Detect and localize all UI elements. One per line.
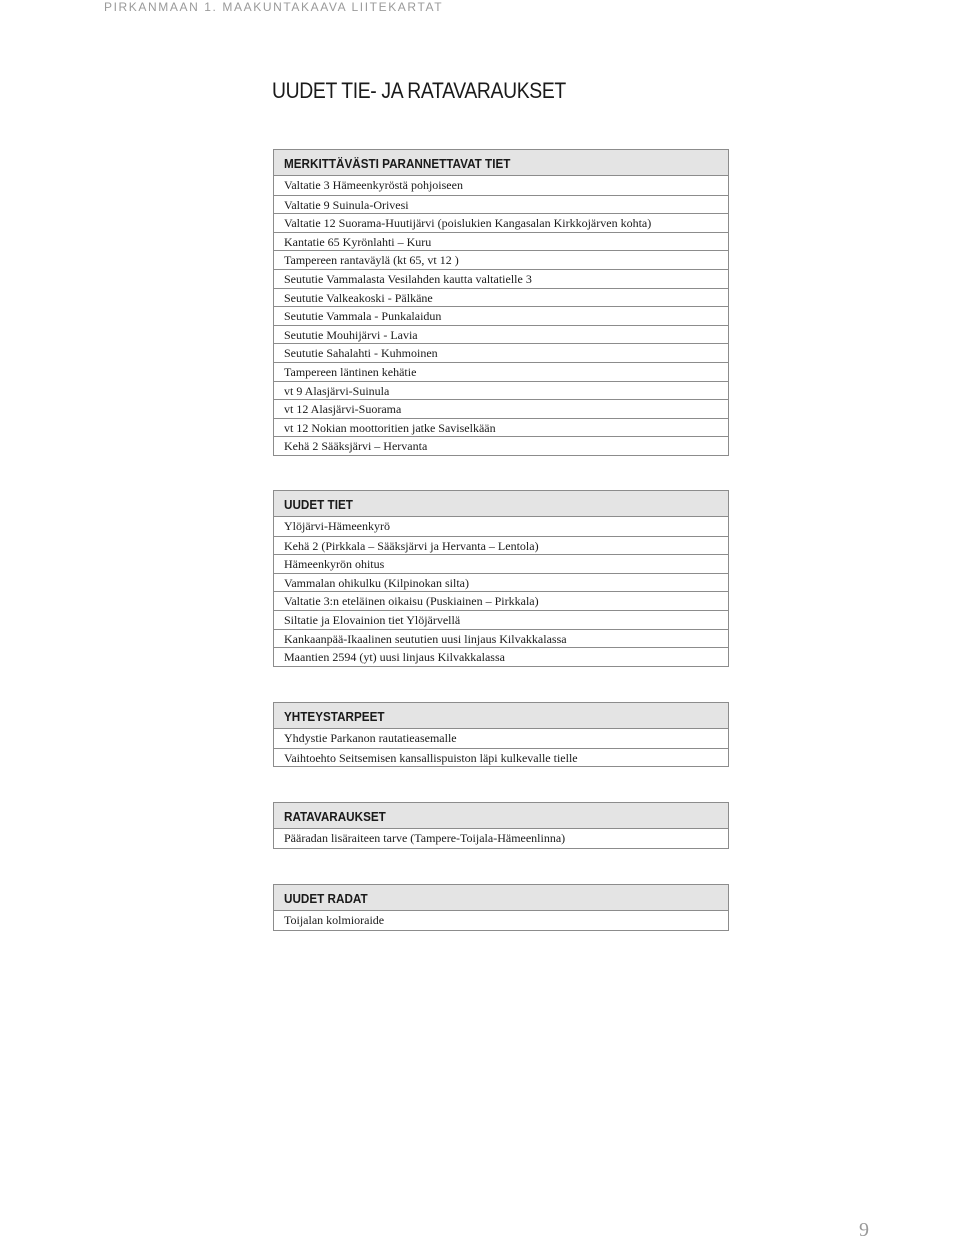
table-body bbox=[274, 829, 728, 848]
table-heading-label: UUDET TIET bbox=[284, 497, 353, 512]
table-row: Pääradan lisäraiteen tarve (Tampere-Toijala-Hämeenlinna) bbox=[284, 831, 566, 845]
table-heading-label: YHTEYSTARPEET bbox=[284, 709, 385, 724]
table-row: vt 12 Alasjärvi-Suorama bbox=[274, 399, 728, 418]
table-row: Kehä 2 (Pirkkala – Sääksjärvi ja Hervanta – Lentola) bbox=[274, 536, 728, 555]
table-row: Vaihtoehto Seitsemisen kansallispuiston läpi kulkevalle tielle bbox=[274, 748, 728, 767]
table-row: Valtatie 12 Suorama-Huutijärvi (poislukien Kangasalan Kirkkojärven kohta) bbox=[274, 213, 728, 232]
road-table bbox=[273, 149, 729, 456]
table-heading-label: MERKITTÄVÄSTI PARANNETTAVAT TIET bbox=[284, 156, 511, 171]
table-heading bbox=[274, 885, 728, 911]
table-row: Seututie Mouhijärvi - Lavia bbox=[274, 325, 728, 344]
table-row: Valtatie 9 Suinula-Orivesi bbox=[274, 195, 728, 214]
road-table bbox=[273, 884, 729, 931]
table-row: Kankaanpää-Ikaalinen seututien uusi linjaus Kilvakkalassa bbox=[274, 629, 728, 648]
table-body bbox=[274, 517, 728, 666]
table-row: Tampereen läntinen kehätie bbox=[274, 362, 728, 381]
table-heading bbox=[274, 491, 728, 517]
table-row: Toijalan kolmioraide bbox=[284, 913, 385, 927]
table-row: vt 12 Nokian moottoritien jatke Saviselkään bbox=[274, 418, 728, 437]
table-row: Seututie Sahalahti - Kuhmoinen bbox=[274, 343, 728, 362]
table-heading-label: RATAVARAUKSET bbox=[284, 809, 386, 824]
road-table bbox=[273, 702, 729, 767]
table-row: Maantien 2594 (yt) uusi linjaus Kilvakkalassa bbox=[274, 647, 728, 666]
table-row: Seututie Vammala - Punkalaidun bbox=[274, 306, 728, 325]
road-table bbox=[273, 490, 729, 667]
table-row: Vammalan ohikulku (Kilpinokan silta) bbox=[274, 573, 728, 592]
table-heading-label: UUDET RADAT bbox=[284, 891, 368, 906]
table-row: Tampereen rantaväylä (kt 65, vt 12 ) bbox=[274, 250, 728, 269]
table-row: Ylöjärvi-Hämeenkyrö bbox=[284, 519, 390, 533]
table-row: Kehä 2 Sääksjärvi – Hervanta bbox=[274, 436, 728, 455]
table-row: Seututie Valkeakoski - Pälkäne bbox=[274, 288, 728, 307]
table-heading bbox=[274, 150, 728, 176]
road-table bbox=[273, 802, 729, 849]
page-number: 9 bbox=[859, 1219, 869, 1241]
page-title: UUDET TIE- JA RATAVARAUKSET bbox=[272, 78, 566, 103]
table-row: Valtatie 3 Hämeenkyröstä pohjoiseen bbox=[284, 178, 463, 192]
table-heading bbox=[274, 703, 728, 729]
table-row: Seututie Vammalasta Vesilahden kautta valtatielle 3 bbox=[274, 269, 728, 288]
table-body bbox=[274, 911, 728, 930]
table-heading bbox=[274, 803, 728, 829]
table-row: Yhdystie Parkanon rautatieasemalle bbox=[284, 731, 457, 745]
table-row: Hämeenkyrön ohitus bbox=[274, 554, 728, 573]
table-body bbox=[274, 176, 728, 455]
table-row: Siltatie ja Elovainion tiet Ylöjärvellä bbox=[274, 610, 728, 629]
table-row: Kantatie 65 Kyrönlahti – Kuru bbox=[274, 232, 728, 251]
running-header: PIRKANMAAN 1. MAAKUNTAKAAVA LIITEKARTAT bbox=[104, 0, 444, 14]
table-row: vt 9 Alasjärvi-Suinula bbox=[274, 381, 728, 400]
table-row: Valtatie 3:n eteläinen oikaisu (Puskiainen – Pirkkala) bbox=[274, 591, 728, 610]
table-body bbox=[274, 729, 728, 766]
